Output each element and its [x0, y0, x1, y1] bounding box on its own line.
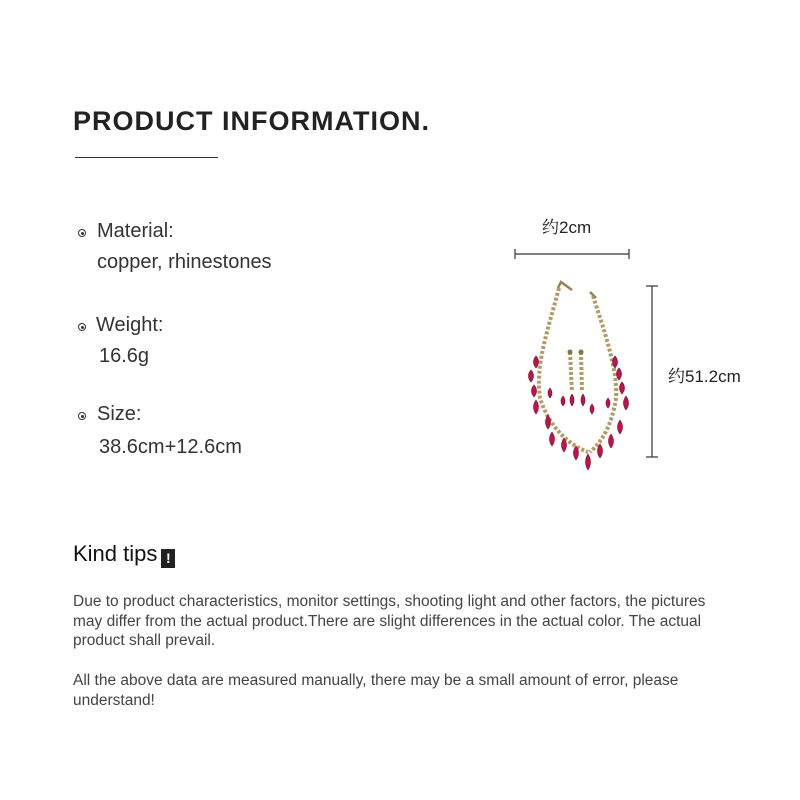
size-label: Size:	[97, 403, 142, 425]
height-dimension-line	[646, 286, 658, 457]
warning-icon: !	[161, 549, 175, 568]
height-dimension-label: 约51.2cm	[668, 367, 741, 386]
width-dimension-label: 约2cm	[542, 218, 592, 237]
material-label: Material:	[97, 220, 174, 242]
measurement-note: All the above data are measured manually, there may be a small amount of error, please understand!	[73, 672, 679, 709]
disclaimer-text: Due to product characteristics, monitor settings, shooting light and other factors, the pictures may differ from the actual product.There are slight differences in the actual color. The actual product shall prevail.	[73, 593, 706, 649]
material-value: copper, rhinestones	[97, 251, 272, 273]
width-dimension-line	[515, 249, 629, 259]
kind-tips-title: Kind tips	[73, 541, 158, 566]
size-value: 38.6cm+12.6cm	[99, 436, 242, 458]
weight-label: Weight:	[96, 314, 164, 336]
kind-tips-heading	[73, 541, 175, 568]
necklace-image	[529, 282, 629, 470]
page-title: PRODUCT INFORMATION.	[73, 106, 430, 136]
weight-value: 16.6g	[99, 345, 150, 367]
